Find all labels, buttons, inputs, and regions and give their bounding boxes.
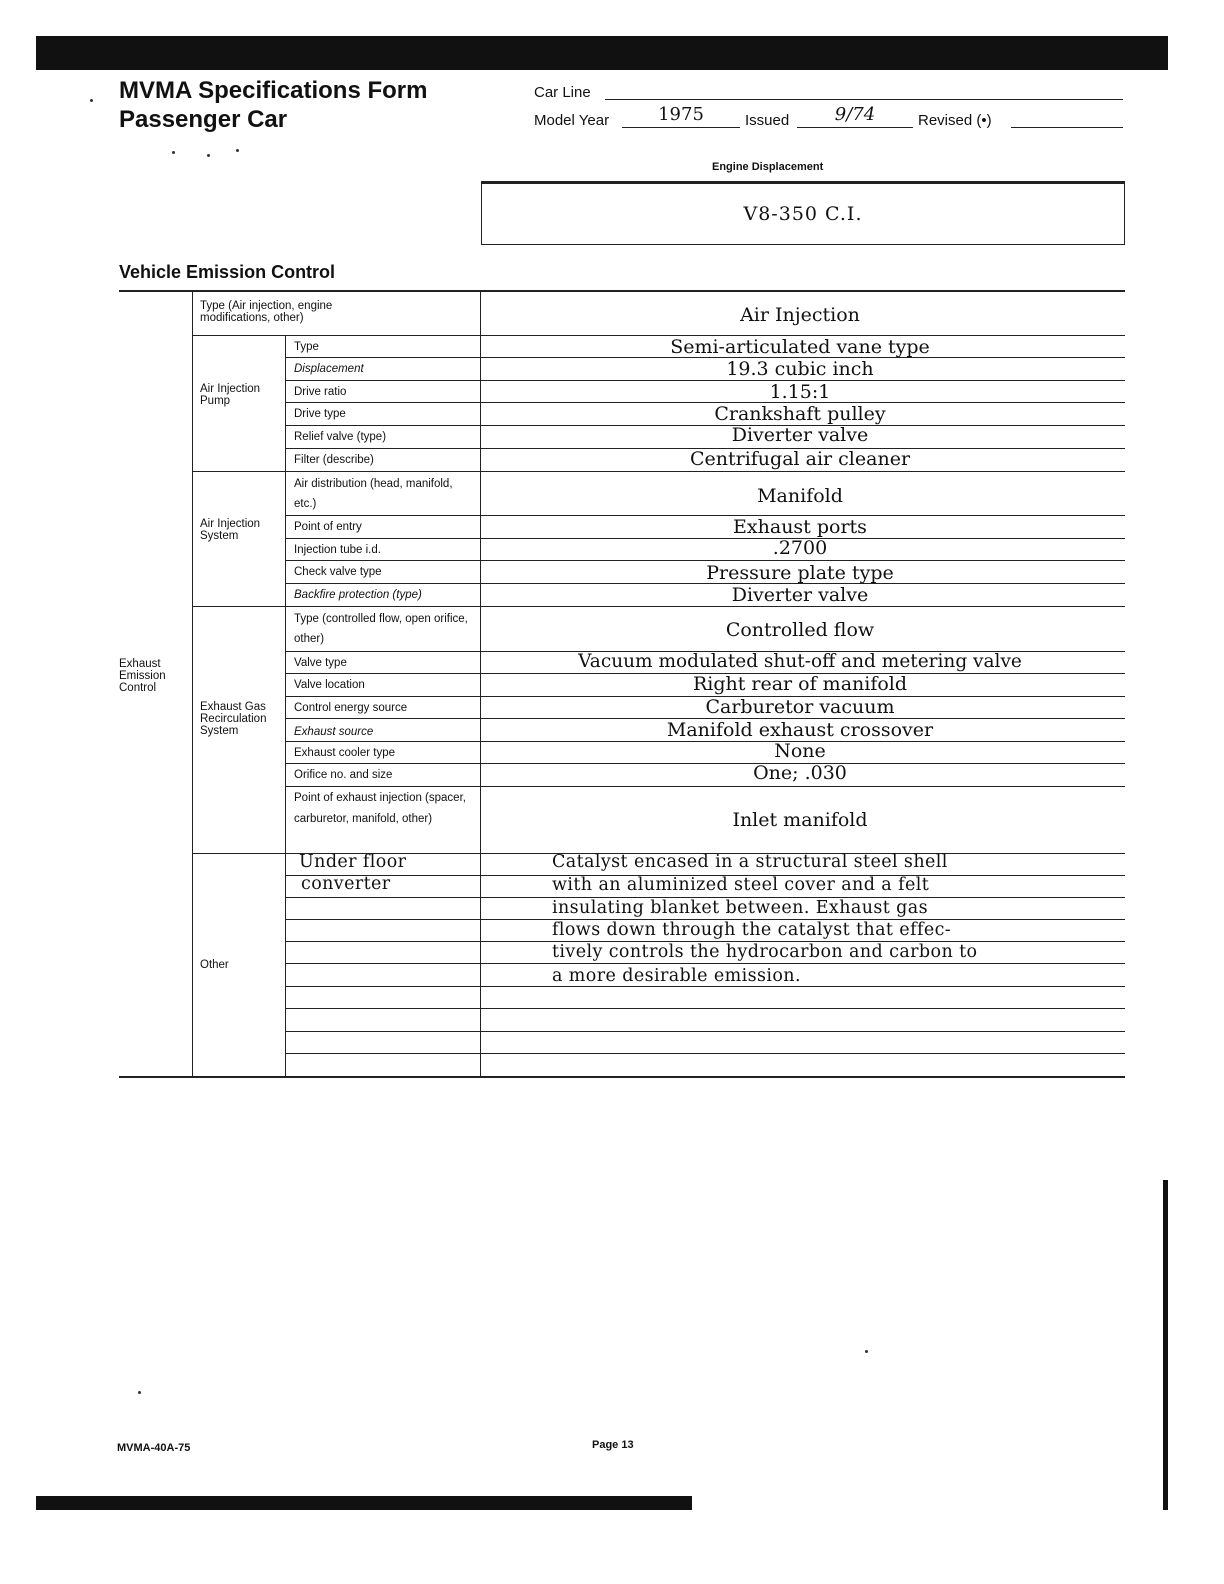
other-item-line: converter [301,874,391,894]
form-title: MVMA Specifications Form [119,77,428,104]
engine-displacement-label: Engine Displacement [712,161,824,173]
check-valve-value: Pressure plate type [706,562,894,584]
egr-control-energy-label: Control energy source [294,702,408,714]
egr-orifice-label: Orifice no. and size [294,769,393,781]
egr-point-of-injection-value: Inlet manifold [732,809,868,831]
pump-filter-label: Filter (describe) [294,454,374,466]
other-item-line: Under floor [299,852,407,872]
scan-border-top [36,36,1168,70]
row-separator [285,1008,1125,1009]
air-injection-pump-label: Air Injection Pump [200,383,261,407]
group-separator [192,606,1125,607]
pump-displacement-value: 19.3 cubic inch [726,358,874,380]
revised-label: Revised (•) [918,112,992,129]
type-row-value: Air Injection [740,304,860,326]
egr-valve-type-label: Valve type [294,657,347,669]
car-line-field[interactable] [605,81,1123,100]
pump-relief-valve-label: Relief valve (type) [294,431,387,443]
other-description-line: Catalyst encased in a structural steel shell [552,852,948,872]
revised-field[interactable] [1011,109,1123,128]
scan-speck [172,151,175,154]
egr-type-value: Controlled flow [725,619,875,641]
air-distribution-label: Air distribution (head, manifold, etc.) [294,478,453,510]
point-of-entry-label: Point of entry [294,521,362,533]
row-separator [285,1053,1125,1054]
row-separator [285,986,1125,987]
other-description-line: flows down through the catalyst that effec- [552,920,952,940]
scan-speck [207,154,210,157]
outer-group-label: Exhaust Emission Control [119,658,166,694]
other-group-label: Other [200,959,229,971]
egr-valve-type-value: Vacuum modulated shut-off and metering valve [578,651,1022,672]
issued-label: Issued [745,112,790,129]
section-title: Vehicle Emission Control [119,262,336,282]
scan-speck [138,1391,141,1394]
model-year-field[interactable]: 1975 [622,105,740,128]
injection-tube-label: Injection tube i.d. [294,544,381,556]
row-separator [285,786,1125,787]
row-separator [285,1031,1125,1032]
point-of-entry-value: Exhaust ports [733,516,867,538]
row-separator [285,560,1125,561]
table-bottom-border [119,1076,1125,1078]
table-top-border [119,290,1125,292]
egr-system-label: Exhaust Gas Recirculation System [200,701,267,737]
pump-drive-ratio-value: 1.15:1 [769,381,831,403]
scan-border-bottom [36,1496,692,1510]
table-vline [192,292,193,1077]
pump-drive-type-label: Drive type [294,408,346,420]
pump-type-value: Semi-articulated vane type [670,336,930,358]
egr-valve-location-value: Right rear of manifold [692,673,908,695]
pump-type-label: Type [294,341,319,353]
egr-point-of-injection-label: Point of exhaust injection (spacer, carburetor, manifold, other) [294,792,466,825]
group-separator [192,471,1125,472]
page-number: Page 13 [592,1439,634,1451]
car-line-label: Car Line [534,84,591,101]
egr-cooler-value: None [774,740,826,762]
pump-drive-ratio-label: Drive ratio [294,386,347,398]
scan-speck [90,99,93,102]
other-description-line: tively controls the hydrocarbon and carbon to [552,942,978,962]
other-description-line: with an aluminized steel cover and a felt [552,875,930,895]
form-subtitle: Passenger Car [119,106,288,133]
injection-tube-value: .2700 [772,537,828,559]
egr-valve-location-label: Valve location [294,679,365,691]
pump-drive-type-value: Crankshaft pulley [714,403,886,425]
engine-displacement-value: V8-350 C.I. [481,181,1125,245]
backfire-protection-label: Backfire protection (type) [294,589,422,601]
scan-border-right [1163,1180,1168,1510]
scan-speck [236,149,239,152]
row-separator [285,963,1125,964]
scan-speck [865,1350,868,1353]
air-injection-system-label: Air Injection System [200,518,261,542]
other-description-line: insulating blanket between. Exhaust gas [552,898,928,918]
egr-type-label: Type (controlled flow, open orifice, other) [294,613,468,645]
egr-exhaust-source-value: Manifold exhaust crossover [666,719,934,741]
backfire-protection-value: Diverter valve [731,584,869,606]
type-row-label: Type (Air injection, engine modifications, other) [200,300,333,324]
other-description-line: a more desirable emission. [552,966,801,986]
egr-control-energy-value: Carburetor vacuum [705,696,895,718]
egr-exhaust-source-label: Exhaust source [294,726,374,738]
egr-orifice-value: One; .030 [753,762,847,784]
form-id: MVMA-40A-75 [117,1442,191,1454]
check-valve-label: Check valve type [294,566,382,578]
air-distribution-value: Manifold [757,485,843,507]
issued-field[interactable]: 9/74 [797,105,913,128]
pump-displacement-label: Displacement [294,363,364,375]
model-year-label: Model Year [534,112,610,129]
pump-filter-value: Centrifugal air cleaner [689,448,911,470]
pump-relief-valve-value: Diverter valve [731,424,869,446]
egr-cooler-label: Exhaust cooler type [294,747,396,759]
